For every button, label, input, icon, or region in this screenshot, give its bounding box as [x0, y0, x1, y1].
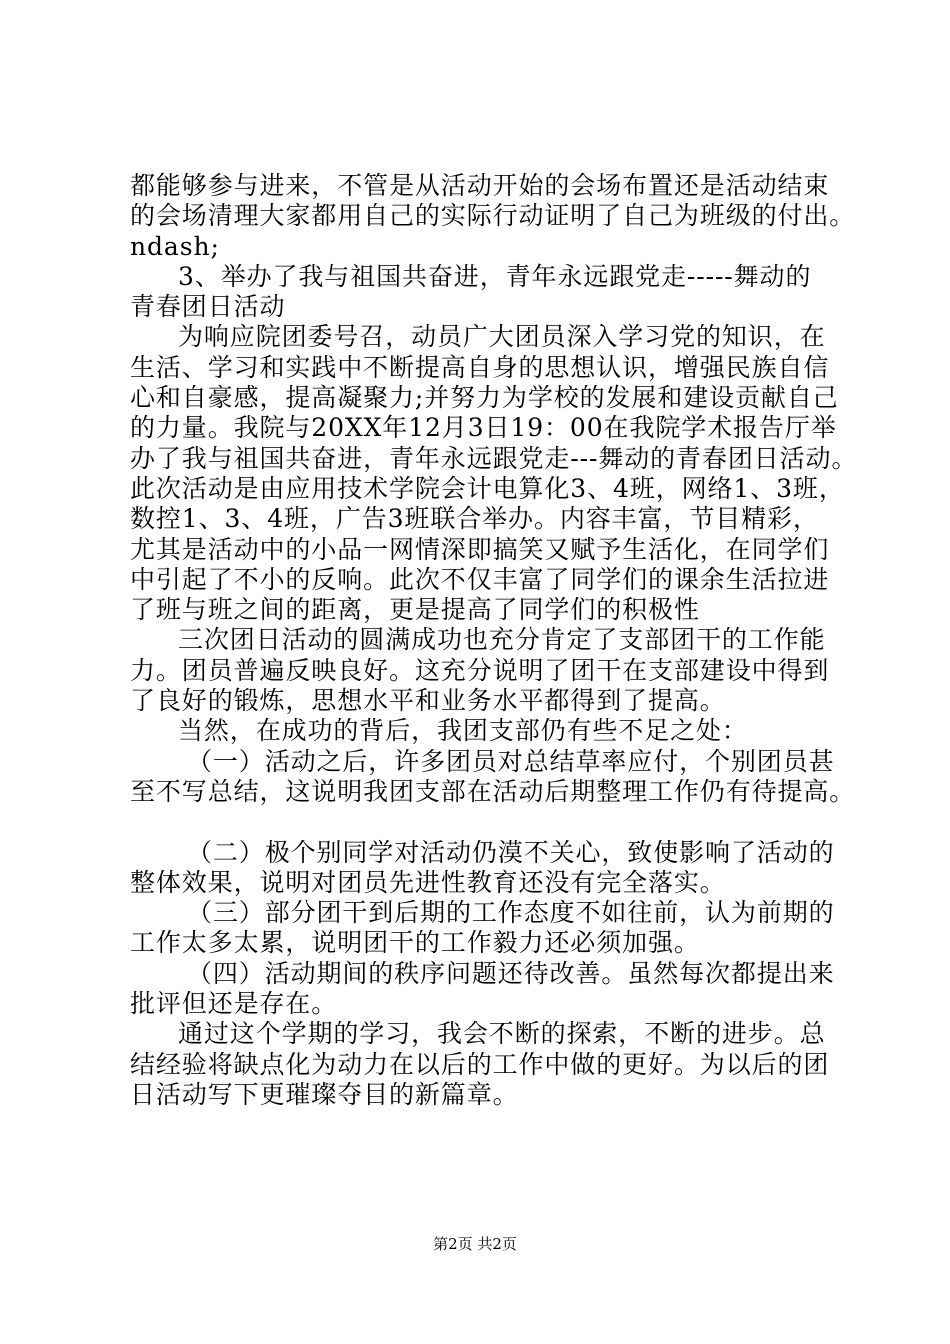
text-line: 都能够参与进来，不管是从活动开始的会场布置还是活动结束 [130, 171, 830, 200]
text-line: 了班与班之间的距离，更是提高了同学们的积极性 [130, 595, 700, 625]
text-line: 批评但还是存在。 [130, 989, 338, 1019]
text-line: 尤其是活动中的小品一网情深即搞笑又赋予生活化，在同学们 [130, 534, 830, 564]
text-line: 力。团员普遍反映良好。这充分说明了团干在支部建设中得到 [130, 655, 830, 685]
page-footer: 第2页 共2页 [433, 1235, 517, 1253]
text-line: 整体效果，说明对团员先进性教育还没有完全落实。 [130, 867, 726, 897]
text-line: ndash; [130, 231, 220, 261]
text-line: 数控1、3、4班，广告3班联合举办。内容丰富，节目精彩， [130, 504, 819, 534]
text-line: 生活、学习和实践中不断提高自身的思想认识，增强民族自信 [130, 352, 830, 382]
section-heading-line: 3、举办了我与祖国共奋进，青年永远跟党走-----舞动的 [178, 261, 812, 291]
text-line: 了良好的锻炼，思想水平和业务水平都得到了提高。 [130, 686, 726, 716]
text-line: 结经验将缺点化为动力在以后的工作中做的更好。为以后的团 [130, 1049, 830, 1079]
text-line: 的会场清理大家都用自己的实际行动证明了自己为班级的付出。 [130, 201, 856, 231]
paragraph-start: 三次团日活动的圆满成功也充分肯定了支部团干的工作能 [178, 625, 826, 655]
paragraph-start: 为响应院团委号召，动员广大团员深入学习党的知识，在 [178, 322, 826, 352]
text-line: 工作太多太累，说明团干的工作毅力还必须加强。 [130, 928, 700, 958]
text-line: 日活动写下更璀璨夺目的新篇章。 [130, 1079, 519, 1109]
section-heading-line: 青春团日活动 [130, 292, 286, 322]
text-line: 此次活动是由应用技术学院会计电算化3、4班，网络1、3班， [130, 473, 845, 503]
list-item-start: （三）部分团干到后期的工作态度不如往前，认为前期的 [187, 898, 835, 928]
list-item-start: （二）极个别同学对活动仍漠不关心，致使影响了活动的 [187, 837, 835, 867]
paragraph-start: 通过这个学期的学习，我会不断的探索，不断的进步。总 [178, 1019, 826, 1049]
blank-line [130, 807, 842, 837]
paragraph-start: 当然，在成功的背后，我团支部仍有些不足之处： [178, 716, 748, 746]
document-body [130, 171, 858, 1110]
list-item-start: （一）活动之后，许多团员对总结草率应付，个别团员甚 [187, 746, 835, 776]
text-line: 至不写总结，这说明我团支部在活动后期整理工作仍有待提高。 [130, 776, 856, 806]
text-line: 中引起了不小的反响。此次不仅丰富了同学们的课余生活拉进 [130, 564, 830, 594]
text-line: 心和自豪感，提高凝聚力;并努力为学校的发展和建设贡献自己 [130, 383, 839, 413]
text-line: 的力量。我院与20XX年12月3日19：00在我院学术报告厅举 [130, 413, 837, 443]
list-item-start: （四）活动期间的秩序问题还待改善。虽然每次都提出来 [187, 958, 835, 988]
text-line: 办了我与祖国共奋进，青年永远跟党走---舞动的青春团日活动。 [130, 443, 858, 473]
